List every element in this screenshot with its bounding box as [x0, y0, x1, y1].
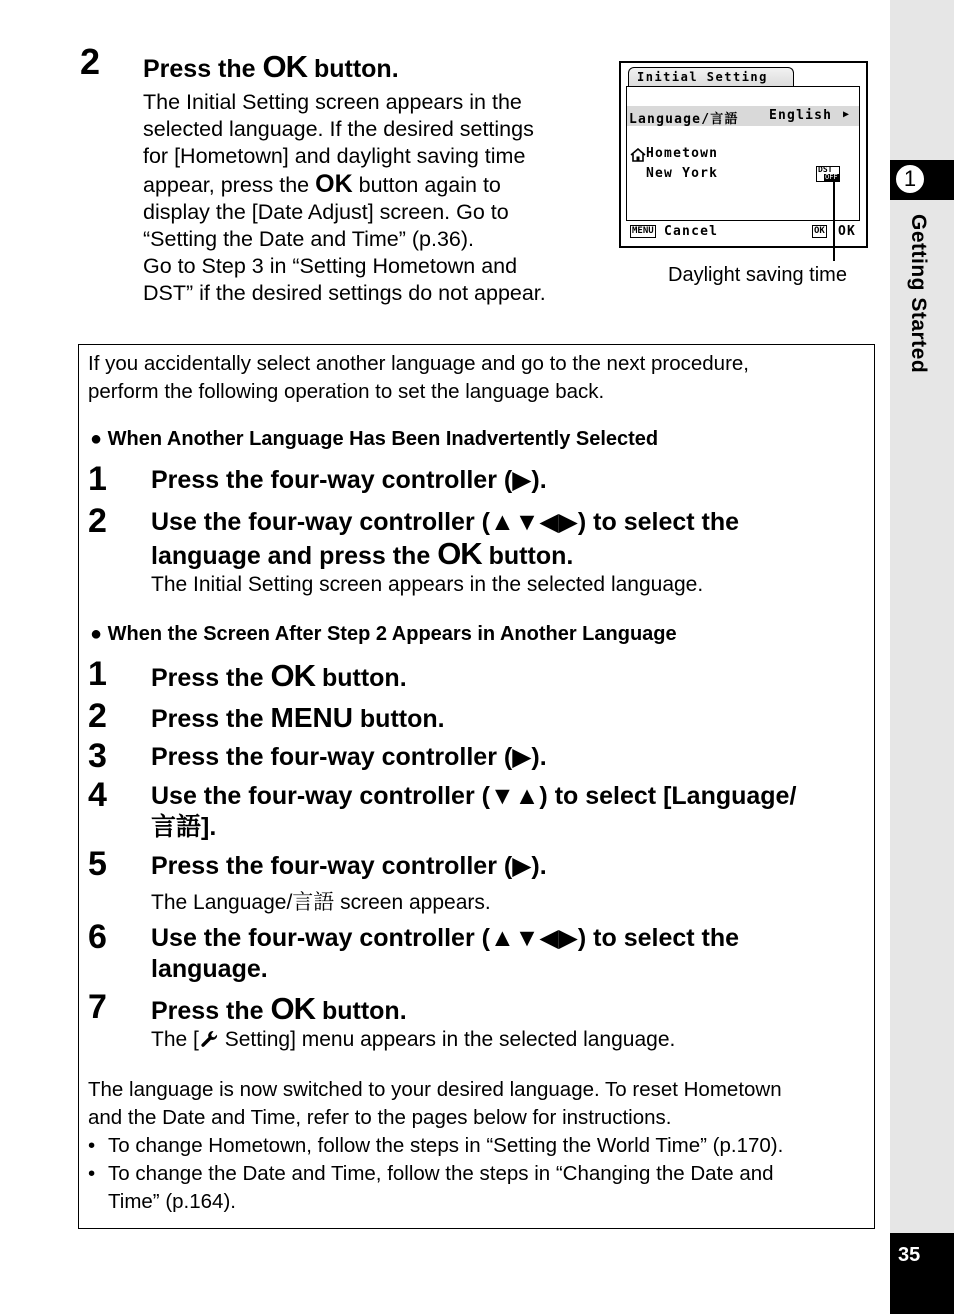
step-heading: Press the four-way controller (▶).	[151, 743, 547, 771]
notice-outro	[88, 1076, 868, 1216]
step-heading-line: Use the four-way controller (▼▲) to select [Language/	[151, 782, 797, 810]
hometown-label: Hometown	[646, 146, 719, 161]
description-text: appear, press the	[143, 172, 310, 197]
section-a-heading	[90, 428, 658, 451]
step-heading-text: Press the	[151, 664, 271, 692]
dst-icon-off: OFF	[825, 173, 838, 181]
wrench-icon	[199, 1029, 219, 1049]
step-number: 7	[88, 988, 107, 1026]
description-line: selected language. If the desired settings	[143, 117, 534, 142]
home-icon	[630, 148, 646, 162]
step-heading-text: Press the	[151, 705, 271, 733]
step-number: 1	[88, 460, 107, 498]
description-line: DST” if the desired settings do not appear.	[143, 281, 546, 306]
step-heading-text: Press the	[143, 55, 263, 83]
step-number: 1	[88, 655, 107, 693]
arrow-right-icon: ▶	[843, 109, 851, 120]
list-item-line: To change the Date and Time, follow the steps in “Changing the Date and	[108, 1162, 774, 1185]
step-heading: Press the four-way controller (▶).	[151, 852, 547, 880]
notice-outro-line: The language is now switched to your desired language. To reset Hometown	[88, 1078, 782, 1101]
step-heading-text: button.	[315, 664, 407, 692]
description-line: display the [Date Adjust] screen. Go to	[143, 199, 509, 224]
notice-intro	[88, 350, 749, 406]
section-b-title: When the Screen After Step 2 Appears in Another Language	[107, 623, 677, 645]
menu-button-badge: MENU	[632, 226, 654, 236]
step-description: The Language/言語 screen appears.	[151, 891, 491, 914]
step-heading-line: 言語].	[151, 813, 217, 841]
step-heading-line: language.	[151, 955, 268, 983]
cancel-label: Cancel	[664, 224, 719, 239]
step-heading-text: button.	[307, 55, 399, 83]
chapter-number: 1	[894, 163, 926, 195]
step-description	[151, 1028, 675, 1052]
dst-caption: Daylight saving time	[668, 264, 847, 286]
step-number: 4	[88, 776, 107, 814]
hometown-value: New York	[646, 166, 719, 181]
list-item-text	[108, 1160, 774, 1216]
description-line: The Initial Setting screen appears in the	[143, 90, 522, 114]
ok-key-glyph: OK	[270, 658, 316, 693]
ok-button-badge: OK	[814, 226, 825, 236]
step-heading-text: button.	[315, 997, 407, 1025]
language-value: English	[769, 108, 833, 123]
step-description-text: The [	[151, 1028, 199, 1051]
list-item-text: To change Hometown, follow the steps in “Setting the World Time” (p.170).	[108, 1134, 784, 1157]
ok-key-glyph: OK	[437, 536, 482, 571]
ok-key-glyph: OK	[270, 991, 316, 1026]
step-heading-line	[151, 538, 739, 572]
step-heading	[151, 507, 739, 572]
description-text: button again to	[352, 172, 501, 197]
step-number: 2	[88, 502, 107, 540]
step-heading-line: Use the four-way controller (▲▼◀▶) to select the	[151, 924, 740, 952]
list-item	[88, 1132, 868, 1160]
description-line: for [Hometown] and daylight saving time	[143, 144, 526, 169]
step-number: 3	[88, 737, 107, 775]
section-b-heading	[90, 623, 677, 646]
bullet-icon: ●	[90, 623, 103, 645]
step-number: 6	[88, 918, 107, 956]
description-line	[143, 171, 613, 199]
ok-key-glyph: OK	[262, 49, 308, 84]
step-heading-text: Press the	[151, 997, 271, 1025]
step-heading-line: Use the four-way controller (▲▼◀▶) to select the	[151, 508, 740, 536]
step-number: 2	[80, 41, 101, 82]
chapter-title: Getting Started	[907, 214, 930, 374]
initial-setting-tab: Initial Setting	[628, 67, 794, 86]
step-number: 2	[88, 697, 107, 735]
bullet-icon: ●	[90, 428, 103, 450]
section-a-title: When Another Language Has Been Inadvertently Selected	[107, 428, 659, 450]
description-line: Go to Step 3 in “Setting Hometown and	[143, 254, 518, 279]
notice-intro-line: If you accidentally select another language and go to the next procedure,	[88, 352, 750, 375]
step-number: 5	[88, 845, 107, 883]
step-description	[143, 89, 613, 308]
language-label: Language/言語	[629, 112, 739, 127]
step-heading	[151, 993, 407, 1027]
notice-outro-line: and the Date and Time, refer to the pages below for instructions.	[88, 1106, 672, 1129]
caption-leader-line	[833, 182, 835, 261]
step-heading-text: language and press the	[151, 542, 438, 570]
page-number: 35	[898, 1244, 921, 1266]
bullet-icon: •	[88, 1134, 96, 1157]
step-heading	[151, 660, 407, 694]
step-description-text: Setting] menu appears in the selected language.	[218, 1028, 676, 1051]
ok-label: OK	[838, 224, 857, 239]
description-line: “Setting the Date and Time” (p.36).	[143, 227, 475, 252]
step-heading	[151, 781, 796, 843]
list-item	[88, 1160, 868, 1216]
step-description: The Initial Setting screen appears in the selected language.	[151, 573, 704, 596]
step-heading: Press the four-way controller (▶).	[151, 466, 547, 494]
bullet-icon: •	[88, 1162, 96, 1185]
menu-key-glyph: MENU	[270, 702, 353, 733]
step-heading	[143, 48, 399, 85]
step-heading	[151, 923, 739, 985]
list-item-line: Time” (p.164).	[108, 1190, 236, 1213]
step-heading-text: button.	[352, 705, 445, 733]
step-heading-text: button.	[481, 542, 574, 570]
step-heading	[151, 702, 445, 735]
dst-icon-top: DST	[818, 165, 833, 174]
ok-key-glyph: OK	[315, 169, 353, 198]
notice-intro-line: perform the following operation to set the language back.	[88, 380, 605, 403]
